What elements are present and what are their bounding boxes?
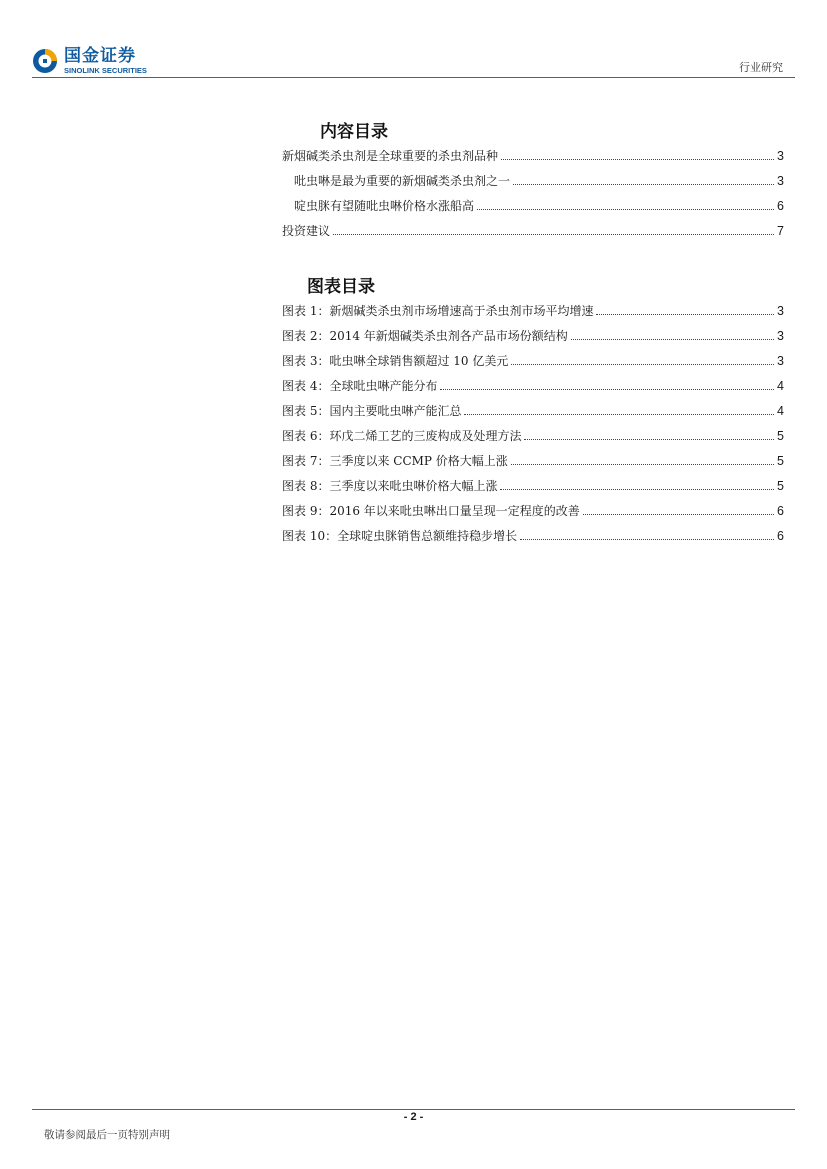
- toc-entry-page: 5: [777, 429, 784, 443]
- contents-title: 内容目录: [320, 122, 388, 142]
- logo-name-en: SINOLINK SECURITIES: [64, 65, 147, 75]
- toc-leader-dots: [440, 388, 774, 390]
- toc-entry-page: 3: [777, 174, 784, 188]
- toc-entry-label: 图表 4：全球吡虫啉产能分布: [282, 379, 438, 393]
- toc-entry-label: 吡虫啉是最为重要的新烟碱类杀虫剂之一: [294, 174, 511, 188]
- toc-entry-page: 7: [777, 224, 784, 238]
- toc-entry[interactable]: [282, 527, 784, 552]
- toc-entry[interactable]: [282, 302, 784, 327]
- footer-disclaimer: 敬请参阅最后一页特别声明: [44, 1129, 170, 1141]
- toc-leader-dots: [524, 438, 774, 440]
- toc-leader-dots: [513, 183, 774, 185]
- toc-entry[interactable]: [282, 377, 784, 402]
- toc-entry[interactable]: [282, 452, 784, 477]
- toc-entry-label: 图表 10：全球啶虫脒销售总额维持稳步增长: [282, 529, 518, 543]
- toc-leader-dots: [464, 413, 774, 415]
- company-logo: [32, 46, 147, 76]
- toc-leader-dots: [511, 363, 774, 365]
- logo-mark-icon: [32, 48, 58, 74]
- toc-leader-dots: [520, 538, 774, 540]
- toc-leader-dots: [583, 513, 774, 515]
- toc-entry-page: 6: [777, 199, 784, 213]
- toc-entry-page: 3: [777, 329, 784, 343]
- toc-entry[interactable]: [282, 147, 784, 172]
- toc-entry[interactable]: [282, 477, 784, 502]
- toc-leader-dots: [501, 158, 774, 160]
- toc-entry-label: 新烟碱类杀虫剂是全球重要的杀虫剂品种: [282, 149, 499, 163]
- toc-entry-page: 6: [777, 529, 784, 543]
- toc-entry[interactable]: [282, 427, 784, 452]
- toc-entry[interactable]: [282, 172, 784, 197]
- toc-entry-page: 3: [777, 354, 784, 368]
- contents-list: [282, 147, 784, 247]
- toc-entry-label: 图表 7：三季度以来 CCMP 价格大幅上涨: [282, 454, 508, 468]
- toc-leader-dots: [571, 338, 774, 340]
- toc-entry[interactable]: [282, 402, 784, 427]
- toc-leader-dots: [511, 463, 774, 465]
- toc-entry[interactable]: [282, 327, 784, 352]
- figures-list: [282, 302, 784, 552]
- toc-entry-label: 图表 3：吡虫啉全球销售额超过 10 亿美元: [282, 354, 509, 368]
- toc-entry-label: 图表 9：2016 年以来吡虫啉出口量呈现一定程度的改善: [282, 504, 580, 518]
- toc-entry[interactable]: [282, 197, 784, 222]
- header-divider: [32, 77, 795, 78]
- toc-entry-page: 3: [777, 304, 784, 318]
- toc-entry-page: 6: [777, 504, 784, 518]
- page-number: - 2 -: [403, 1111, 424, 1123]
- toc-entry-page: 4: [777, 379, 784, 393]
- toc-entry-page: 5: [777, 454, 784, 468]
- logo-name-cn: 国金证券: [64, 45, 136, 66]
- toc-leader-dots: [477, 208, 774, 210]
- toc-leader-dots: [333, 233, 774, 235]
- toc-entry[interactable]: [282, 222, 784, 247]
- toc-entry-page: 3: [777, 149, 784, 163]
- toc-entry-label: 图表 6：环戊二烯工艺的三废构成及处理方法: [282, 429, 522, 443]
- toc-entry-label: 图表 5：国内主要吡虫啉产能汇总: [282, 404, 462, 418]
- footer-divider: [32, 1109, 795, 1110]
- toc-entry[interactable]: [282, 502, 784, 527]
- toc-leader-dots: [500, 488, 774, 490]
- toc-entry-label: 图表 1：新烟碱类杀虫剂市场增速高于杀虫剂市场平均增速: [282, 304, 594, 318]
- toc-entry[interactable]: [282, 352, 784, 377]
- toc-entry-label: 投资建议: [282, 224, 331, 238]
- toc-entry-page: 5: [777, 479, 784, 493]
- toc-entry-label: 啶虫脒有望随吡虫啉价格水涨船高: [294, 199, 475, 213]
- toc-entry-page: 4: [777, 404, 784, 418]
- toc-entry-label: 图表 8：三季度以来吡虫啉价格大幅上涨: [282, 479, 498, 493]
- figures-title: 图表目录: [307, 277, 375, 297]
- toc-entry-label: 图表 2：2014 年新烟碱类杀虫剂各产品市场份额结构: [282, 329, 568, 343]
- report-category: 行业研究: [739, 61, 783, 74]
- toc-leader-dots: [596, 313, 774, 315]
